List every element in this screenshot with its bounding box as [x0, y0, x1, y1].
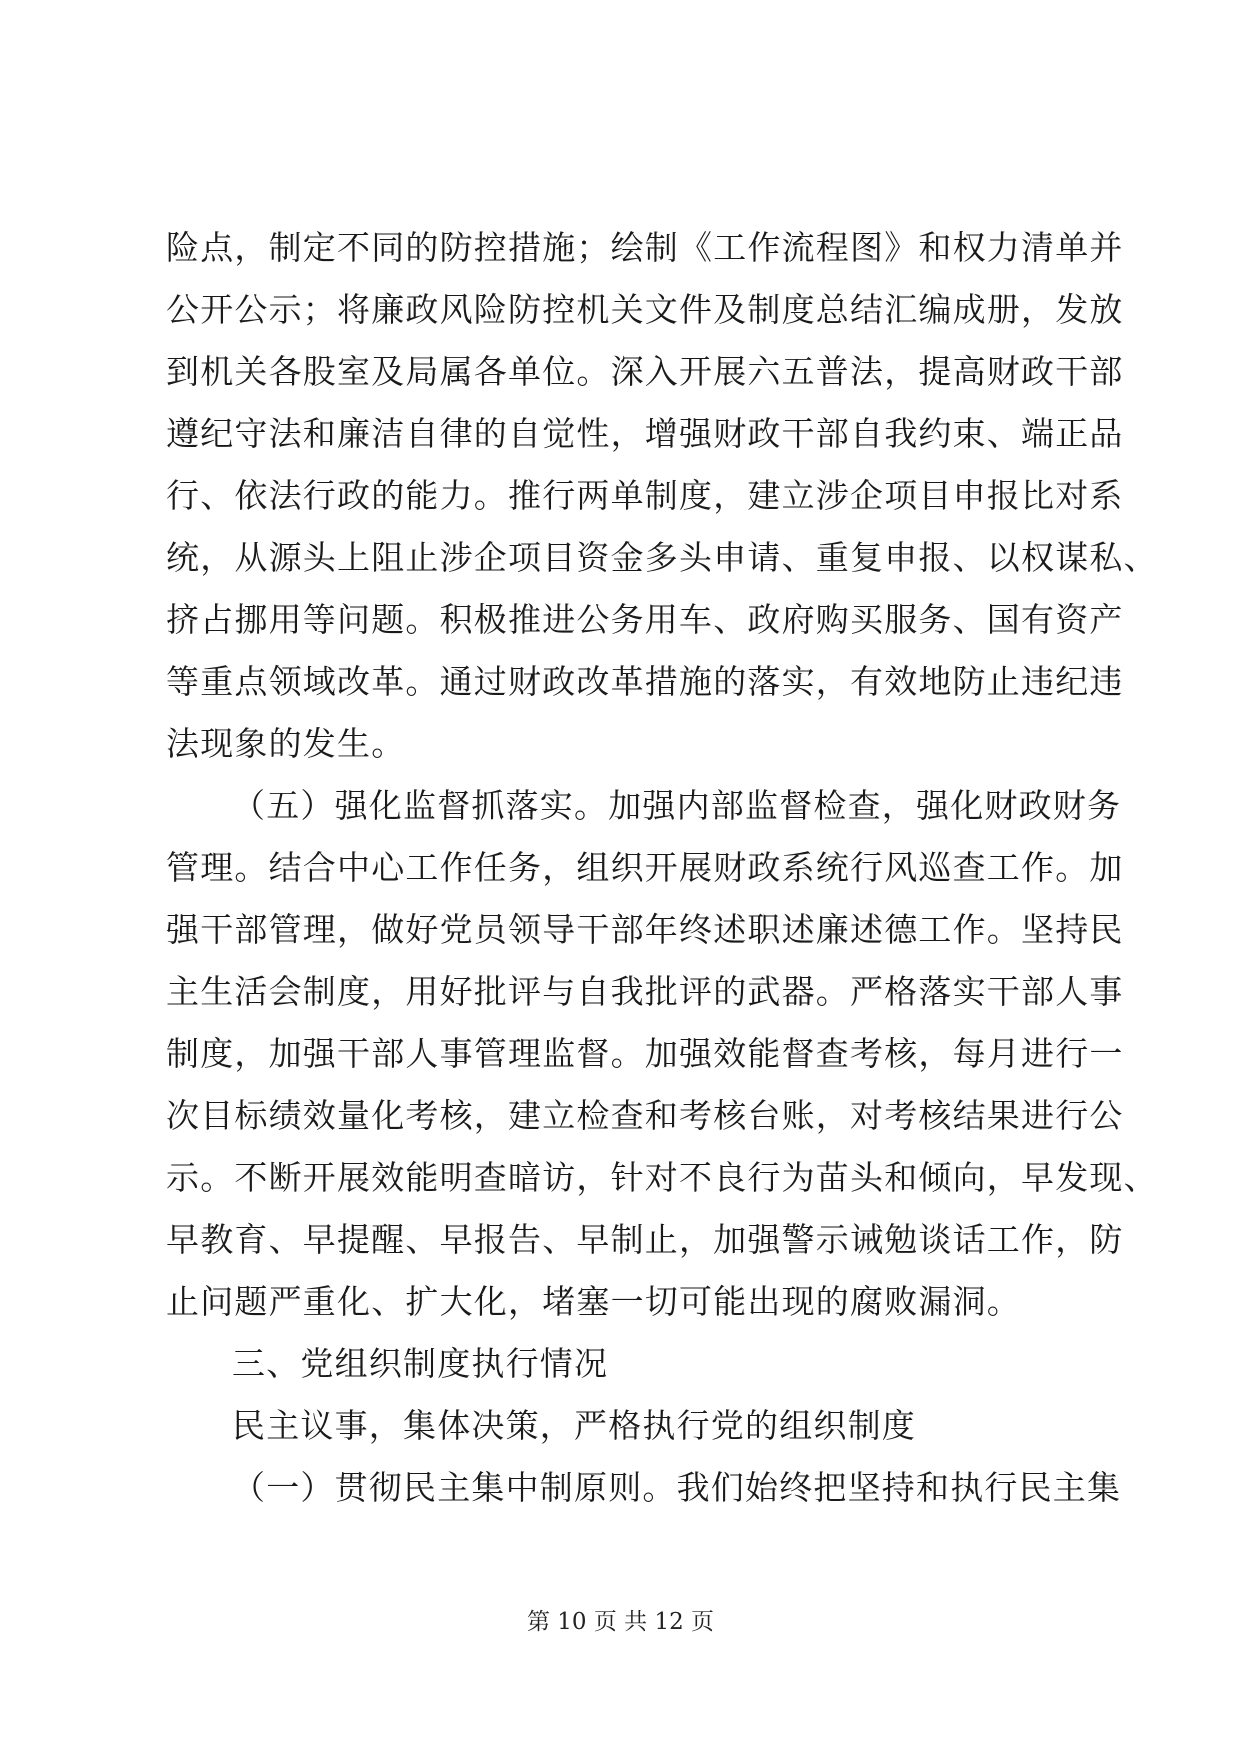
body-text-line: 管理。结合中心工作任务，组织开展财政系统行风巡查工作。加: [166, 848, 1124, 887]
body-text-line: 统，从源头上阻止涉企项目资金多头申请、重复申报、以权谋私、: [166, 538, 1158, 577]
body-text-line: 行、依法行政的能力。推行两单制度，建立涉企项目申报比对系: [166, 476, 1124, 515]
body-text-line: 遵纪守法和廉洁自律的自觉性，增强财政干部自我约束、端正品: [166, 414, 1124, 453]
section-heading-5: （五）强化监督抓落实。加强内部监督检查，强化财政财务: [232, 786, 1122, 825]
chapter-heading-3: 三、党组织制度执行情况: [232, 1344, 609, 1383]
body-text-line: 早教育、早提醒、早报告、早制止，加强警示诫勉谈话工作，防: [166, 1220, 1124, 1259]
body-text-line: 等重点领域改革。通过财政改革措施的落实，有效地防止违纪违: [166, 662, 1124, 701]
body-text-line: 挤占挪用等问题。积极推进公务用车、政府购买服务、国有资产: [166, 600, 1124, 639]
body-text-line: 强干部管理，做好党员领导干部年终述职述廉述德工作。坚持民: [166, 910, 1124, 949]
body-text-line: 险点，制定不同的防控措施；绘制《工作流程图》和权力清单并: [166, 228, 1124, 267]
body-text-line: 次目标绩效量化考核，建立检查和考核台账，对考核结果进行公: [166, 1096, 1124, 1135]
body-text-line: 示。不断开展效能明查暗访，针对不良行为苗头和倾向，早发现、: [166, 1158, 1158, 1197]
section-heading-1: （一）贯彻民主集中制原则。我们始终把坚持和执行民主集: [232, 1468, 1122, 1507]
body-text-line: 公开公示；将廉政风险防控机关文件及制度总结汇编成册，发放: [166, 290, 1124, 329]
subheading-line: 民主议事，集体决策，严格执行党的组织制度: [232, 1406, 916, 1445]
body-text-line: 主生活会制度，用好批评与自我批评的武器。严格落实干部人事: [166, 972, 1124, 1011]
body-text-line: 到机关各股室及局属各单位。深入开展六五普法，提高财政干部: [166, 352, 1124, 391]
body-text-line: 法现象的发生。: [166, 724, 406, 763]
body-text-line: 制度，加强干部人事管理监督。加强效能督查考核，每月进行一: [166, 1034, 1124, 1073]
page-number-footer: 第 10 页 共 12 页: [526, 1609, 715, 1635]
body-text-line: 止问题严重化、扩大化，堵塞一切可能出现的腐败漏洞。: [166, 1282, 1021, 1321]
